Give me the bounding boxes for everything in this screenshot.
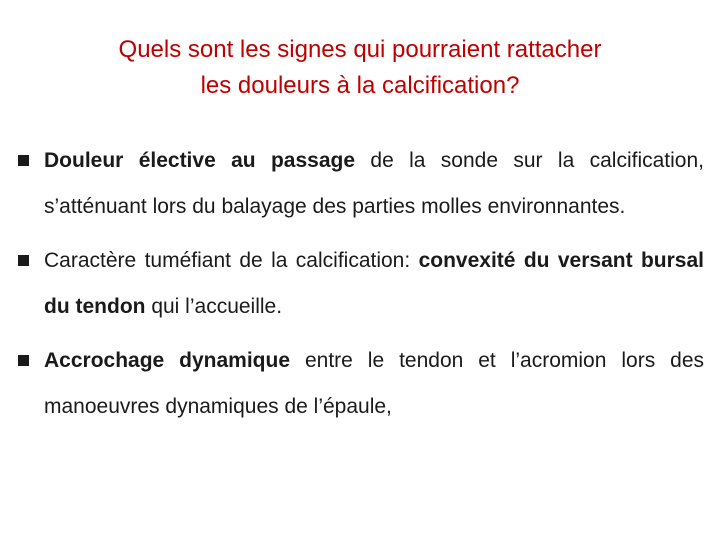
bullet-3-text-1: entre le tendon et l’acromion lors des manoeuvres dynamiques de l’épaule,	[44, 349, 705, 418]
bullet-item-1	[18, 138, 704, 230]
square-bullet-icon	[18, 155, 29, 166]
bullet-item-2	[18, 238, 704, 330]
bullet-2-text-2: qui l’accueille.	[145, 295, 283, 318]
bullet-1-text-1: de la sonde sur la calcification, s’atténuant lors du balayage des parties molles environnantes.	[44, 149, 704, 218]
slide-title	[40, 32, 680, 104]
title-line-2: les douleurs à la calcification?	[200, 72, 520, 99]
bullet-1-bold-1: Douleur élective au passage	[44, 149, 356, 172]
bullet-2-bold-1: convexité du versant bursal du tendon	[44, 249, 704, 318]
bullet-2-text-1: Caractère tuméfiant de la calcification:	[44, 249, 419, 272]
bullet-item-3	[18, 338, 704, 430]
bullet-3-bold-1: Accrochage dynamique	[44, 349, 291, 372]
square-bullet-icon	[18, 255, 29, 266]
square-bullet-icon	[18, 355, 29, 366]
title-line-1: Quels sont les signes qui pourraient rattacher	[118, 36, 602, 63]
bullet-list	[18, 138, 704, 442]
